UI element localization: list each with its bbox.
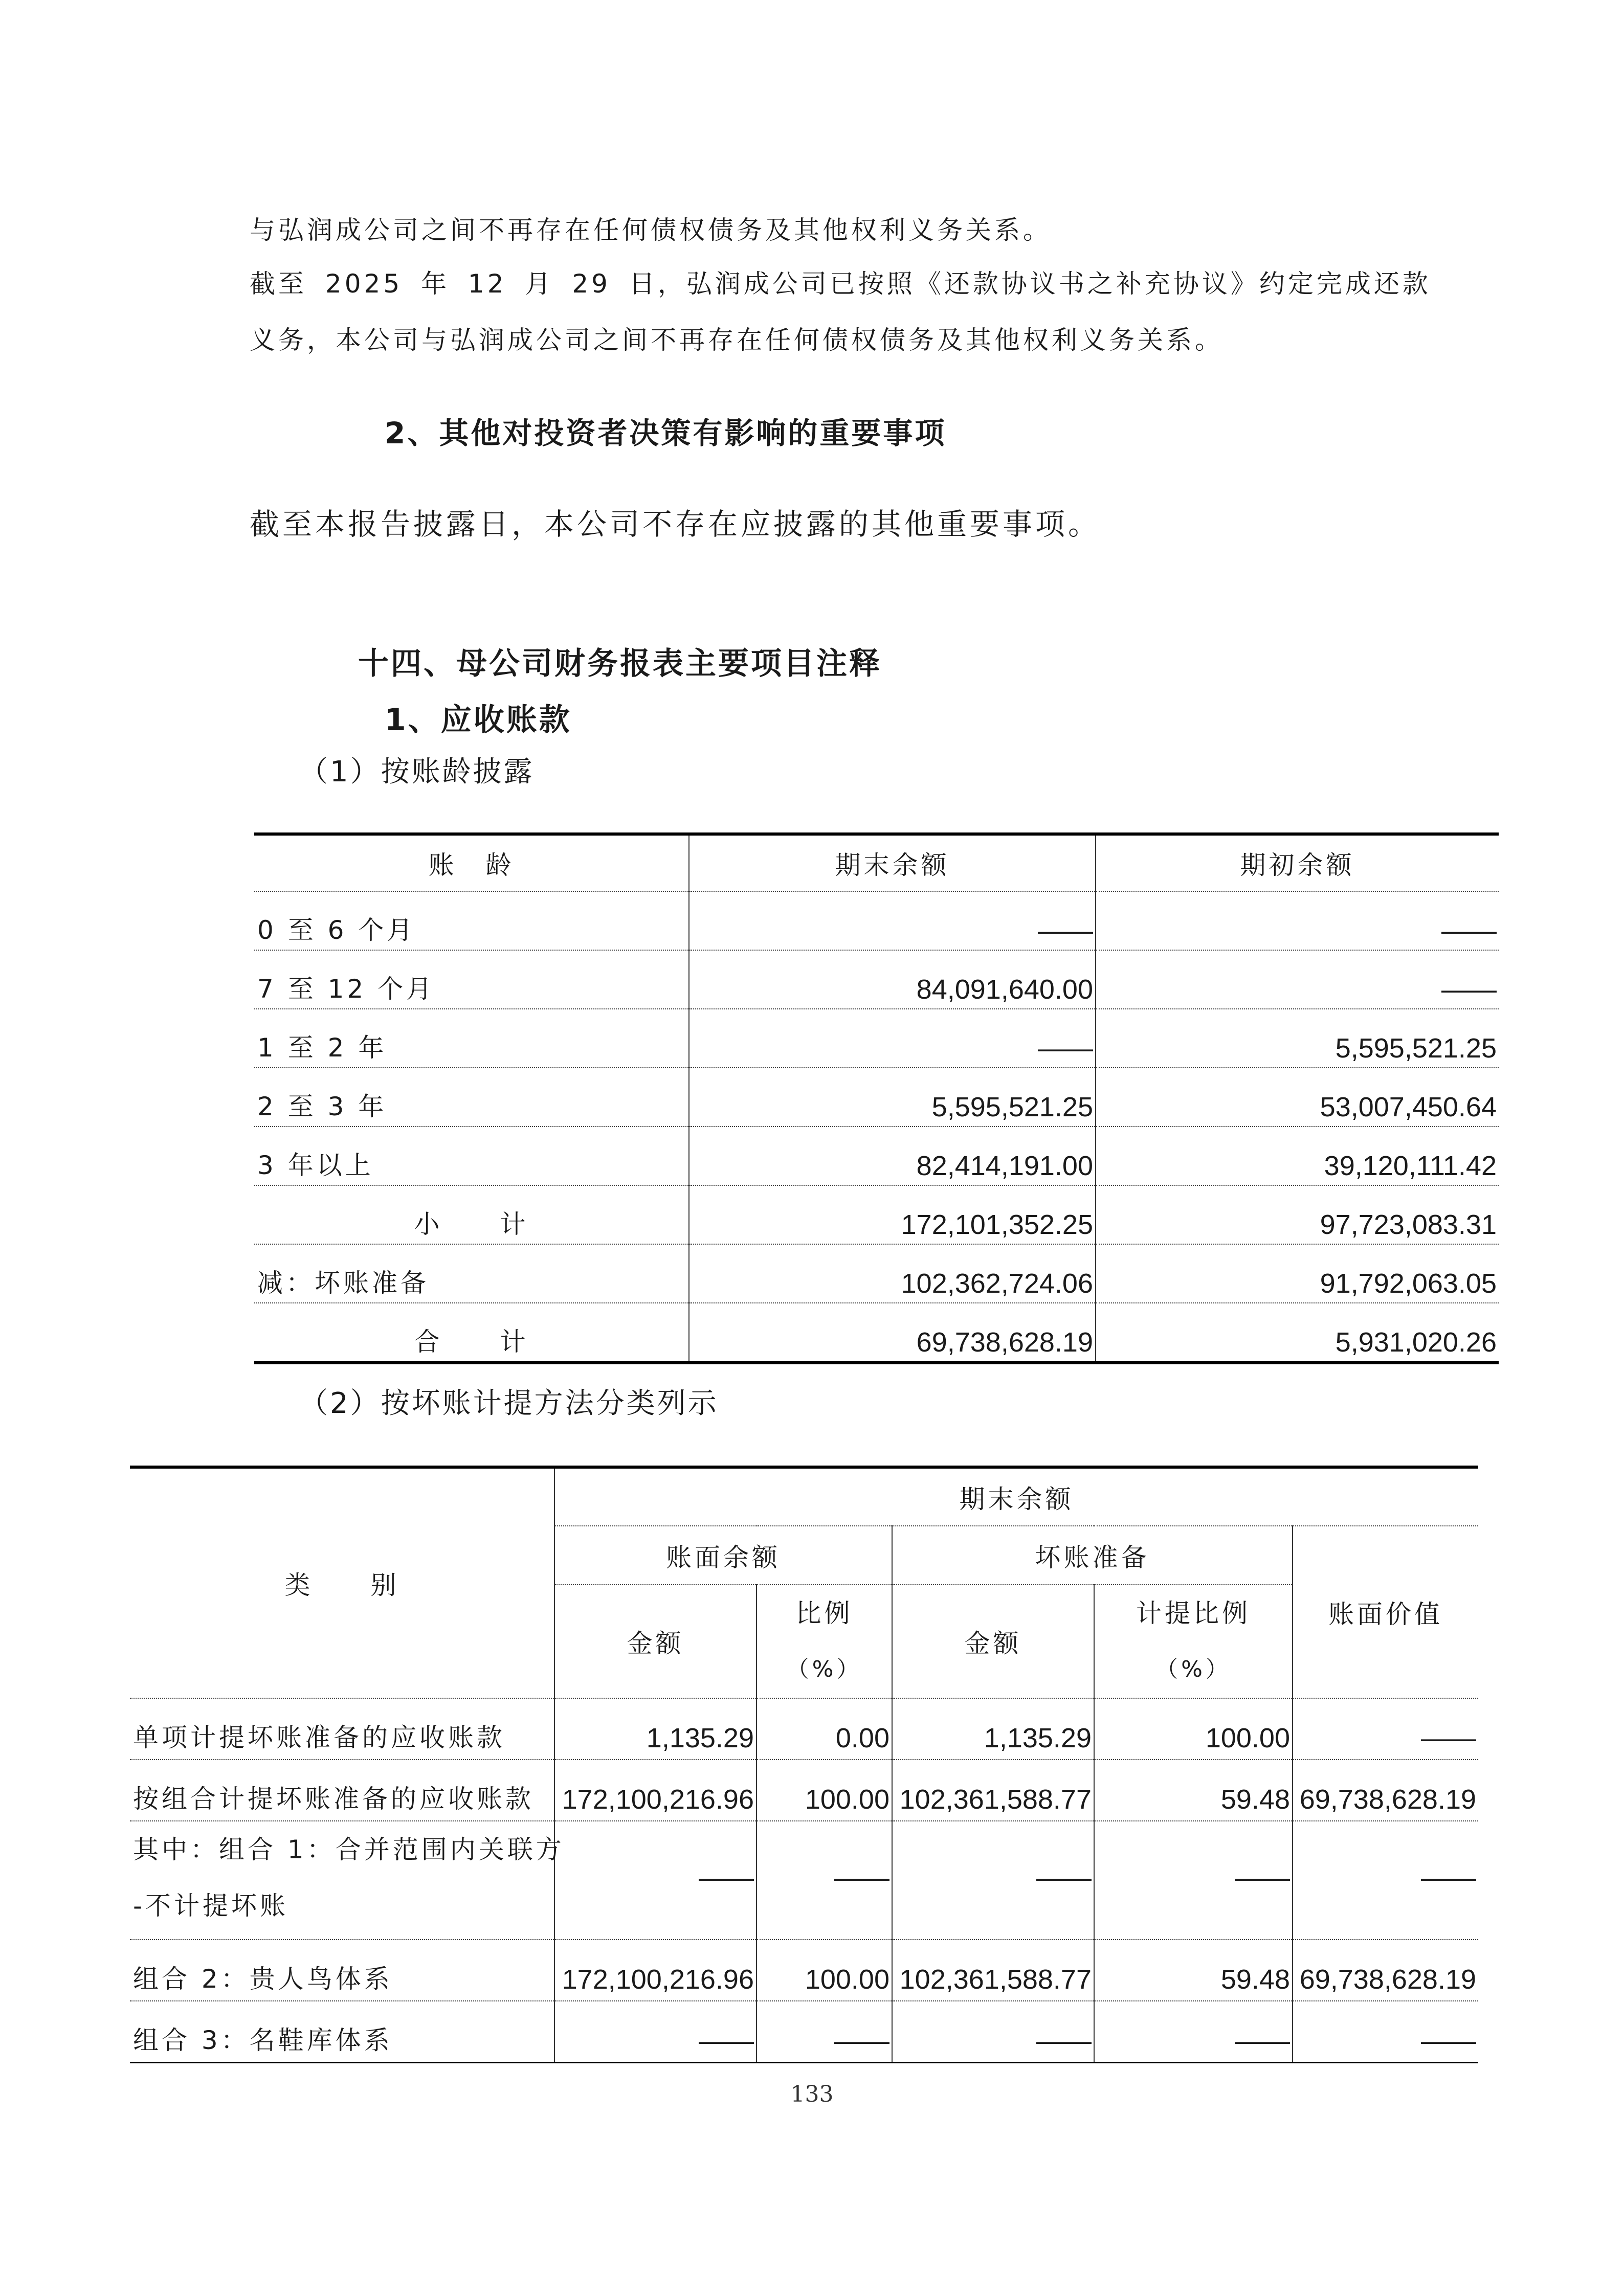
- cell-begin: 39,120,111.42: [1096, 1127, 1499, 1185]
- cell-end: 69,738,628.19: [689, 1303, 1096, 1363]
- cell-bad-ratio: 100.00: [1094, 1698, 1293, 1760]
- header-bad-debt: 坏账准备: [892, 1526, 1293, 1585]
- cell-bad-ratio: 59.48: [1094, 1760, 1293, 1821]
- cell-amount: 1,135.29: [554, 1698, 757, 1760]
- table-row: [254, 950, 1499, 1009]
- header-book-value: 账面价值: [1293, 1526, 1478, 1698]
- table-row: [254, 1244, 1499, 1303]
- aging-table: [254, 832, 1499, 1364]
- section-heading-14: 十四、母公司财务报表主要项目注释: [358, 646, 882, 682]
- cell-begin: 91,792,063.05: [1096, 1244, 1499, 1303]
- row-label: 组合 2：贵人鸟体系: [130, 1940, 554, 2001]
- cell-book-value: 69,738,628.19: [1293, 1940, 1478, 2001]
- cell-bad-amount: ——: [892, 2001, 1094, 2063]
- cell-end: ——: [689, 891, 1096, 950]
- cell-end: 84,091,640.00: [689, 950, 1096, 1009]
- header-period-end: 期末余额: [689, 834, 1096, 891]
- cell-ratio: ——: [757, 1821, 892, 1940]
- row-label: 组合 3：名鞋库体系: [130, 2001, 554, 2063]
- table-row: [130, 1760, 1478, 1821]
- cell-end: 172,101,352.25: [689, 1185, 1096, 1244]
- header-ratio-unit: （%）: [786, 1656, 862, 1682]
- body-line-1: 与弘润成公司之间不再存在任何债权债务及其他权利义务关系。: [250, 215, 1052, 245]
- subsection-aging: （1）按账龄披露: [299, 755, 535, 789]
- header-amount: 金额: [554, 1585, 757, 1698]
- table-row: [130, 1698, 1478, 1760]
- table-row: [254, 1127, 1499, 1185]
- row-label: 7 至 12 个月: [254, 950, 689, 1009]
- cell-book-value: ——: [1293, 1698, 1478, 1760]
- cell-ratio: 100.00: [757, 1760, 892, 1821]
- cell-amount: ——: [554, 1821, 757, 1940]
- header-aging: 账 龄: [254, 834, 689, 891]
- cell-begin: ——: [1096, 950, 1499, 1009]
- section-2-text: 截至本报告披露日，本公司不存在应披露的其他重要事项。: [250, 507, 1101, 542]
- row-label: 3 年以上: [254, 1127, 689, 1185]
- cell-begin: 5,595,521.25: [1096, 1009, 1499, 1068]
- bad-debt-classification-table: [130, 1466, 1478, 2063]
- cell-book-value: 69,738,628.19: [1293, 1760, 1478, 1821]
- row-label: 1 至 2 年: [254, 1009, 689, 1068]
- header-provision-ratio: [1094, 1585, 1293, 1698]
- table-row: [130, 1821, 1478, 1940]
- cell-ratio: 0.00: [757, 1698, 892, 1760]
- cell-bad-amount: ——: [892, 1821, 1094, 1940]
- header-provision-label: 计提比例: [1136, 1599, 1251, 1628]
- table-row: [254, 1068, 1499, 1127]
- cell-bad-ratio: 59.48: [1094, 1940, 1293, 2001]
- cell-bad-amount: 1,135.29: [892, 1698, 1094, 1760]
- cell-ratio: ——: [757, 2001, 892, 2063]
- table-header-row: [130, 1467, 1478, 1526]
- header-bad-amount: 金额: [892, 1585, 1094, 1698]
- row-label-line-1: 其中：组合 1：合并范围内关联方: [133, 1835, 565, 1864]
- body-line-2: 截至 2025 年 12 月 29 日，弘润成公司已按照《还款协议书之补充协议》约定完成还款: [250, 269, 1431, 299]
- cell-amount: 172,100,216.96: [554, 1940, 757, 2001]
- row-label: 单项计提坏账准备的应收账款: [130, 1698, 554, 1760]
- cell-begin: 5,931,020.26: [1096, 1303, 1499, 1363]
- row-label: 2 至 3 年: [254, 1068, 689, 1127]
- row-label: 减：坏账准备: [254, 1244, 689, 1303]
- cell-ratio: 100.00: [757, 1940, 892, 2001]
- cell-bad-amount: 102,361,588.77: [892, 1760, 1094, 1821]
- header-category: 类 别: [130, 1467, 554, 1698]
- header-ratio: [757, 1585, 892, 1698]
- body-line-3: 义务，本公司与弘润成公司之间不再存在任何债权债务及其他权利义务关系。: [250, 325, 1223, 355]
- cell-end: 5,595,521.25: [689, 1068, 1096, 1127]
- header-book-balance: 账面余额: [554, 1526, 892, 1585]
- table-row: [130, 2001, 1478, 2063]
- table-row: [254, 891, 1499, 950]
- header-provision-unit: （%）: [1155, 1656, 1231, 1682]
- header-ratio-label: 比例: [795, 1599, 853, 1628]
- row-label: [130, 1821, 565, 1940]
- cell-bad-amount: 102,361,588.77: [892, 1940, 1094, 2001]
- row-label: 合 计: [414, 1327, 529, 1357]
- section-heading-2: 2、其他对投资者决策有影响的重要事项: [385, 416, 947, 451]
- page-number: 133: [790, 2081, 834, 2107]
- cell-end: 82,414,191.00: [689, 1127, 1096, 1185]
- header-period-end: 期末余额: [554, 1467, 1478, 1526]
- table-row: [130, 1940, 1478, 2001]
- table-row-subtotal: [254, 1185, 1499, 1244]
- table-row-total: [254, 1303, 1499, 1363]
- cell-bad-ratio: ——: [1094, 1821, 1293, 1940]
- cell-begin: ——: [1096, 891, 1499, 950]
- row-label: 小 计: [254, 1185, 689, 1244]
- subsection-bad-debt-method: （2）按坏账计提方法分类列示: [299, 1387, 719, 1420]
- subsection-heading-receivables: 1、应收账款: [385, 702, 572, 738]
- row-label: 按组合计提坏账准备的应收账款: [130, 1760, 554, 1821]
- header-period-begin: 期初余额: [1096, 834, 1499, 891]
- cell-end: ——: [689, 1009, 1096, 1068]
- cell-book-value: ——: [1293, 2001, 1478, 2063]
- table-row: [254, 1009, 1499, 1068]
- cell-amount: 172,100,216.96: [554, 1760, 757, 1821]
- cell-begin: 97,723,083.31: [1096, 1185, 1499, 1244]
- cell-bad-ratio: ——: [1094, 2001, 1293, 2063]
- cell-book-value: ——: [1293, 1821, 1478, 1940]
- cell-begin: 53,007,450.64: [1096, 1068, 1499, 1127]
- row-label-line-2: -不计提坏账: [133, 1891, 289, 1921]
- table-header-row: [254, 834, 1499, 891]
- cell-amount: ——: [554, 2001, 757, 2063]
- cell-end: 102,362,724.06: [689, 1244, 1096, 1303]
- row-label: 0 至 6 个月: [254, 891, 689, 950]
